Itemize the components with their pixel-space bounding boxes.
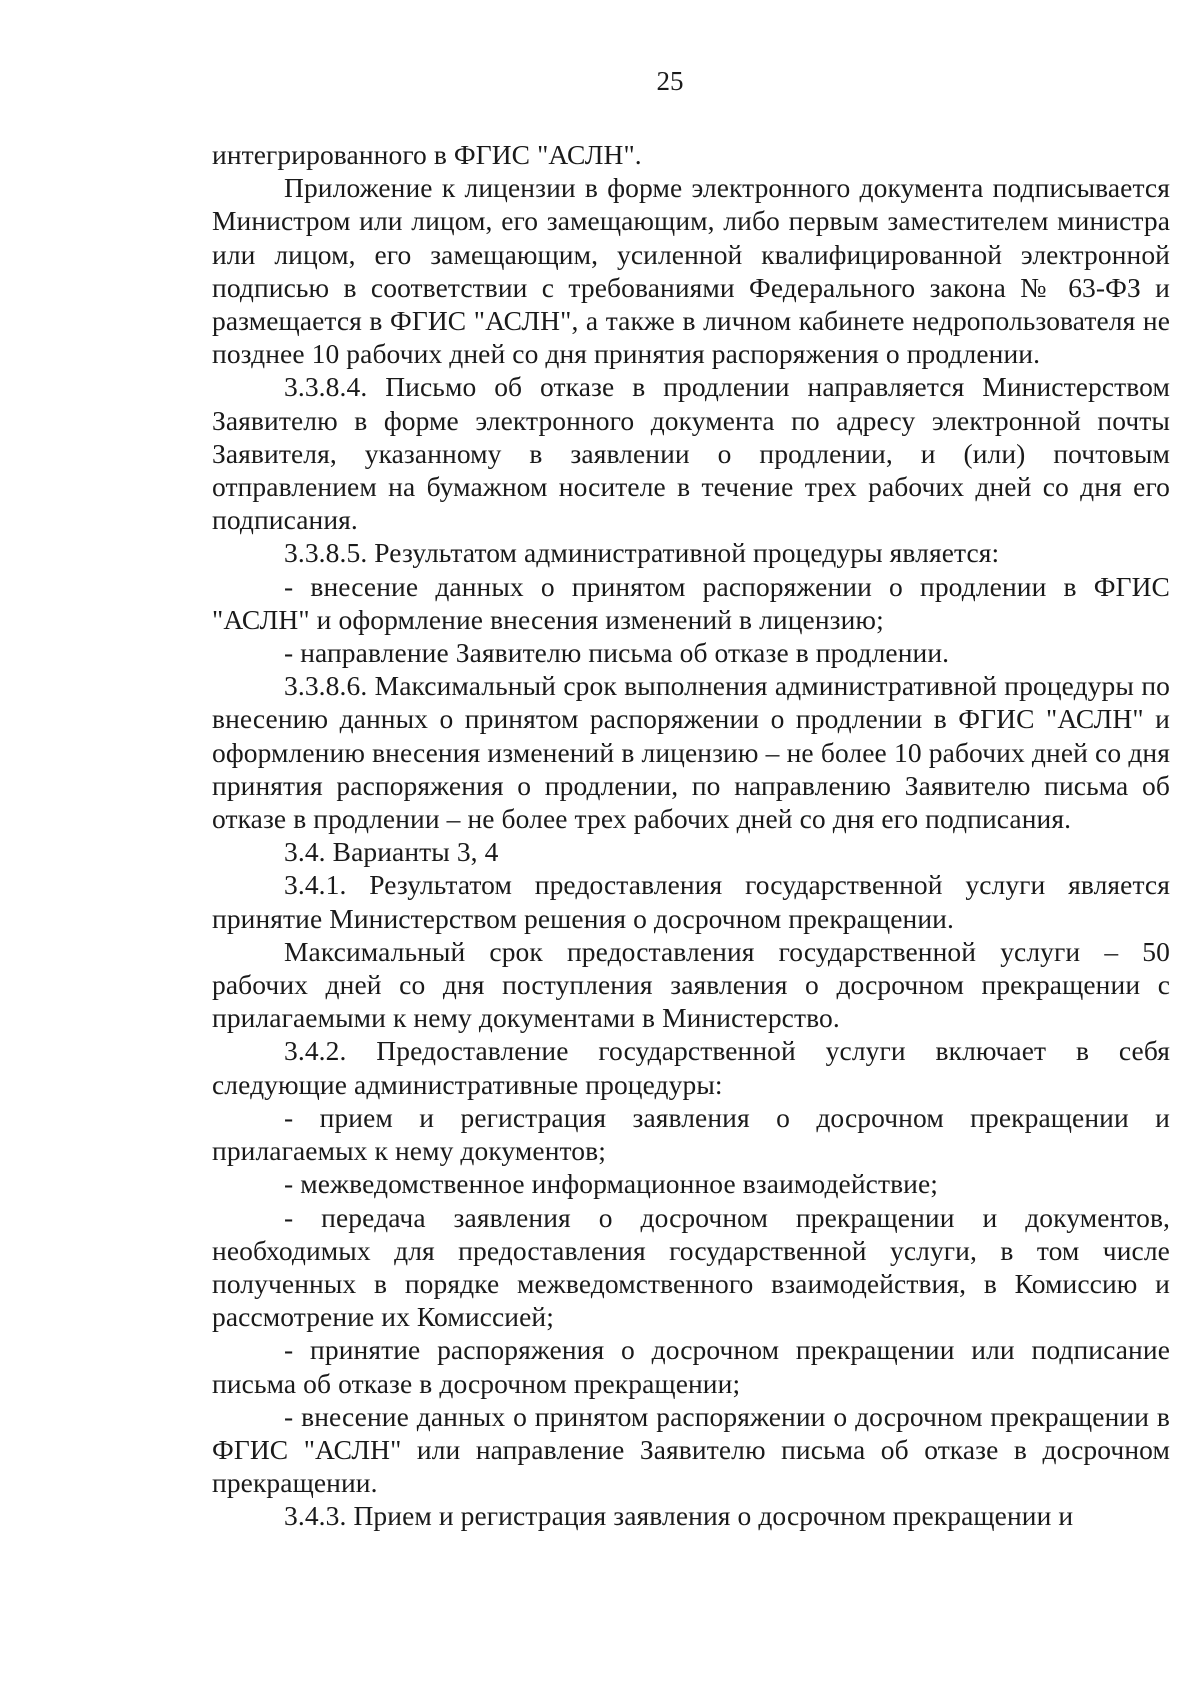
list-item-procedure-3: - передача заявления о досрочном прекращении и документов, необходимых для предоставления государственной услуги, в том числе полученных в порядке межведомственного взаимодействия, в Комиссию и рассмотрение их Комиссией; bbox=[212, 1201, 1170, 1333]
list-item-result-1: - внесение данных о принятом распоряжении о продлении в ФГИС "АСЛН" и оформление внесения изменений в лицензию; bbox=[212, 570, 1170, 635]
list-item-procedure-2: - межведомственное информационное взаимодействие; bbox=[284, 1168, 939, 1200]
paragraph-continuation: интегрированного в ФГИС "АСЛН". bbox=[212, 139, 642, 170]
page-number: 25 bbox=[656, 66, 684, 96]
paragraph-max-term: Максимальный срок предоставления государственной услуги – 50 рабочих дней со дня поступления заявления о досрочном прекращении с прилагаемыми к нему документами в Министерство. bbox=[212, 935, 1170, 1034]
document-body bbox=[212, 138, 1170, 1533]
paragraph-3-3-8-4: 3.3.8.4. Письмо об отказе в продлении направляется Министерством Заявителю в форме электронного документа по адресу электронной почты Заявителя, указанному в заявлении о продлении, и (или) почтовым отправлением на бумажном носителе в течение трех рабочих дней со дня его подписания. bbox=[212, 371, 1170, 536]
paragraph-3-3-8-6: 3.3.8.6. Максимальный срок выполнения административной процедуры по внесению данных о принятом распоряжении о продлении в ФГИС "АСЛН" и оформлению внесения изменений в лицензию – не более 10 рабочих дней со дня принятия распоряжения о продлении, по направлению Заявителю письма об отказе в продлении – не более трех рабочих дней со дня его подписания. bbox=[212, 670, 1170, 835]
paragraph-3-4-2: 3.4.2. Предоставление государственной услуги включает в себя следующие административные процедуры: bbox=[212, 1035, 1170, 1100]
paragraph-license-appendix: Приложение к лицензии в форме электронного документа подписывается Министром или лицом, его замещающим, либо первым заместителем министра или лицом, его замещающим, усиленной квалифицированной электронной подписью в соответствии с требованиями Федерального закона № 63-ФЗ и размещается в ФГИС "АСЛН", а также в личном кабинете недропользователя не позднее 10 рабочих дней со дня принятия распоряжения о продлении. bbox=[212, 172, 1170, 370]
list-item-procedure-5: - внесение данных о принятом распоряжении о досрочном прекращении в ФГИС "АСЛН" или направление Заявителю письма об отказе в досрочном прекращении. bbox=[212, 1400, 1170, 1499]
list-item-procedure-1: - прием и регистрация заявления о досрочном прекращении и прилагаемых к нему документов; bbox=[212, 1101, 1170, 1167]
paragraph-3-4-3: 3.4.3. Прием и регистрация заявления о досрочном прекращении и bbox=[284, 1500, 1074, 1532]
paragraph-3-4-heading: 3.4. Варианты 3, 4 bbox=[284, 836, 499, 868]
paragraph-3-3-8-5: 3.3.8.5. Результатом административной процедуры является: bbox=[284, 537, 1000, 569]
list-item-procedure-4: - принятие распоряжения о досрочном прекращении или подписание письма об отказе в досрочном прекращении; bbox=[212, 1334, 1170, 1399]
paragraph-3-4-1: 3.4.1. Результатом предоставления государственной услуги является принятие Министерством решения о досрочном прекращении. bbox=[212, 869, 1170, 934]
list-item-result-2: - направление Заявителю письма об отказе в продлении. bbox=[284, 637, 950, 669]
